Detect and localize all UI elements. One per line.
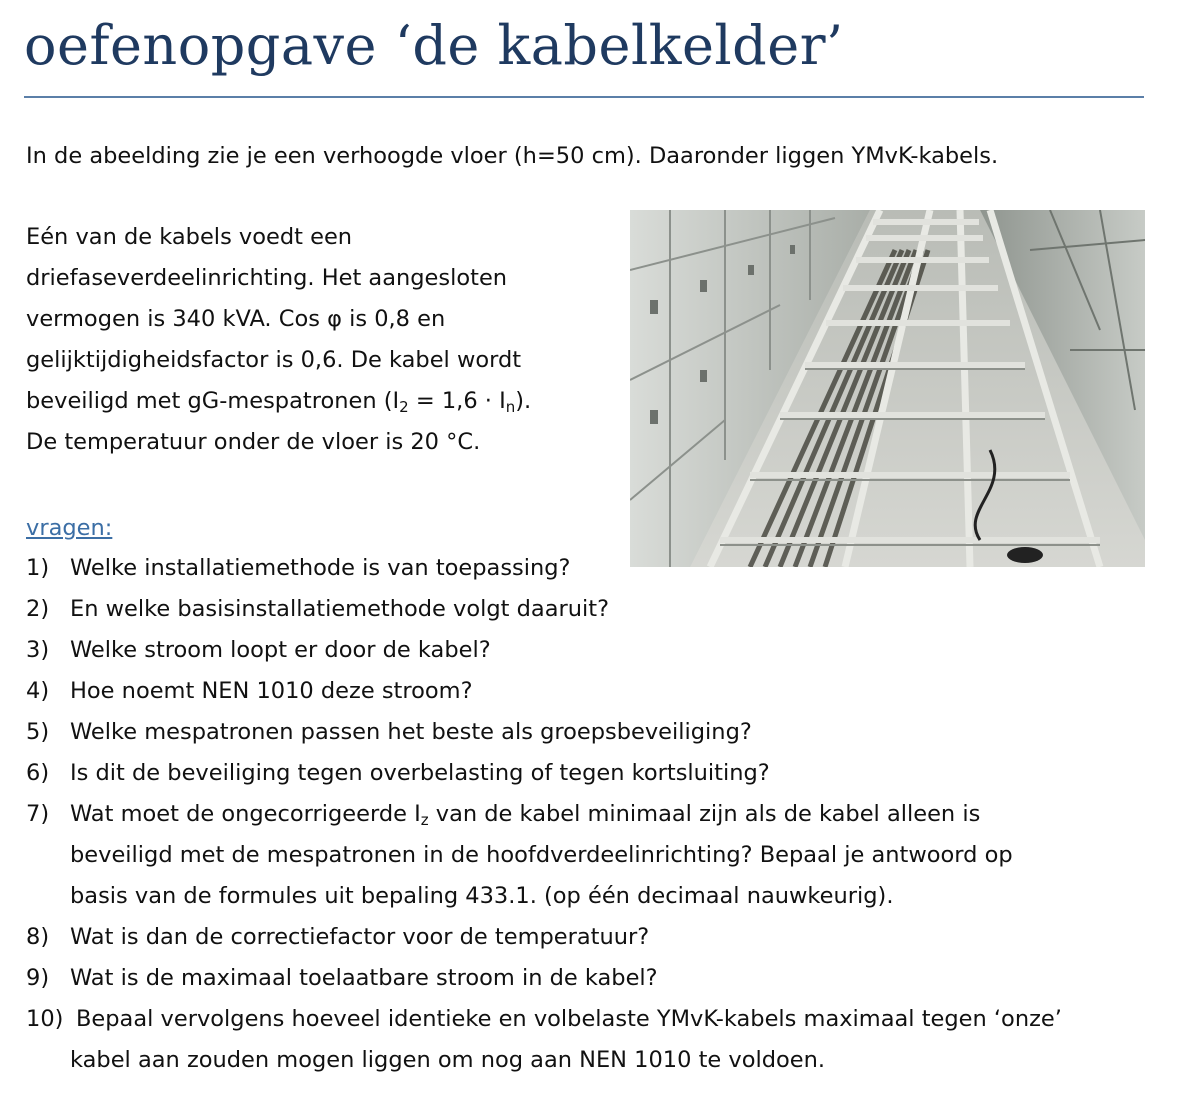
questions-heading: vragen: bbox=[26, 515, 113, 541]
question-number: 6) bbox=[26, 760, 50, 786]
question-continuation: kabel aan zouden mogen liggen om nog aan NEN 1010 te voldoen. bbox=[70, 1047, 826, 1073]
question-number: 3) bbox=[26, 637, 50, 663]
question-item bbox=[26, 630, 1156, 671]
question-continuation: basis van de formules uit bepaling 433.1. (op één decimaal nauwkeurig). bbox=[70, 883, 894, 909]
question-text-part: Wat moet de ongecorrigeerde I bbox=[70, 801, 421, 827]
question-number: 7) bbox=[26, 801, 50, 827]
question-line bbox=[26, 999, 1156, 1040]
question-text: Bepaal vervolgens hoeveel identieke en volbelaste YMvK-kabels maximaal tegen ‘onze’ bbox=[76, 1006, 1062, 1032]
question-text: Welke installatiemethode is van toepassing? bbox=[70, 555, 571, 581]
question-item bbox=[26, 917, 1156, 958]
question-text: Welke stroom loopt er door de kabel? bbox=[70, 637, 491, 663]
question-item bbox=[26, 753, 1156, 794]
paragraph-line bbox=[26, 381, 616, 422]
question-number: 2) bbox=[26, 596, 50, 622]
question-text: Is dit de beveiliging tegen overbelasting of tegen kortsluiting? bbox=[70, 760, 770, 786]
question-continuation: beveiligd met de mespatronen in de hoofdverdeelinrichting? Bepaal je antwoord op bbox=[70, 842, 1013, 868]
question-number: 4) bbox=[26, 678, 50, 704]
paragraph-line: Eén van de kabels voedt een bbox=[26, 224, 353, 250]
question-text: Wat is dan de correctiefactor voor de temperatuur? bbox=[70, 924, 650, 950]
question-text: En welke basisinstallatiemethode volgt daaruit? bbox=[70, 596, 610, 622]
question-line bbox=[26, 794, 1156, 835]
question-number: 9) bbox=[26, 965, 50, 991]
cable-cellar-photo bbox=[630, 210, 1145, 567]
paragraph-text: beveiligd met gG-mespatronen (I bbox=[26, 388, 400, 414]
page-title: oefenopgave ‘de kabelkelder’ bbox=[24, 14, 844, 77]
paragraph-line: gelijktijdigheidsfactor is 0,6. De kabel wordt bbox=[26, 347, 522, 373]
subscript: 2 bbox=[399, 398, 409, 416]
question-item bbox=[26, 712, 1156, 753]
paragraph-line: vermogen is 340 kVA. Cos φ is 0,8 en bbox=[26, 306, 446, 332]
assignment-paragraph bbox=[26, 217, 616, 463]
question-item bbox=[26, 794, 1156, 917]
paragraph-text: = 1,6 · I bbox=[408, 388, 506, 414]
question-text bbox=[70, 794, 1156, 835]
question-text: Wat is de maximaal toelaatbare stroom in de kabel? bbox=[70, 965, 658, 991]
question-item bbox=[26, 548, 1156, 589]
paragraph-line: driefaseverdeelinrichting. Het aangesloten bbox=[26, 265, 508, 291]
question-number: 10) bbox=[26, 1006, 64, 1032]
question-item bbox=[26, 671, 1156, 712]
question-item bbox=[26, 958, 1156, 999]
title-divider bbox=[24, 96, 1144, 98]
question-item bbox=[26, 589, 1156, 630]
question-number: 8) bbox=[26, 924, 50, 950]
paragraph-text: ). bbox=[515, 388, 532, 414]
question-number: 1) bbox=[26, 555, 50, 581]
question-number: 5) bbox=[26, 719, 50, 745]
subscript: n bbox=[505, 398, 516, 416]
paragraph-line: De temperatuur onder de vloer is 20 °C. bbox=[26, 429, 481, 455]
question-text: Hoe noemt NEN 1010 deze stroom? bbox=[70, 678, 473, 704]
question-text-part: van de kabel minimaal zijn als de kabel alleen is bbox=[428, 801, 981, 827]
question-item bbox=[26, 999, 1156, 1081]
questions-list bbox=[26, 548, 1156, 1081]
intro-text: In de abeelding zie je een verhoogde vloer (h=50 cm). Daaronder liggen YMvK-kabels. bbox=[26, 143, 999, 169]
question-text: Welke mespatronen passen het beste als groepsbeveiliging? bbox=[70, 719, 752, 745]
subscript: z bbox=[420, 811, 429, 829]
